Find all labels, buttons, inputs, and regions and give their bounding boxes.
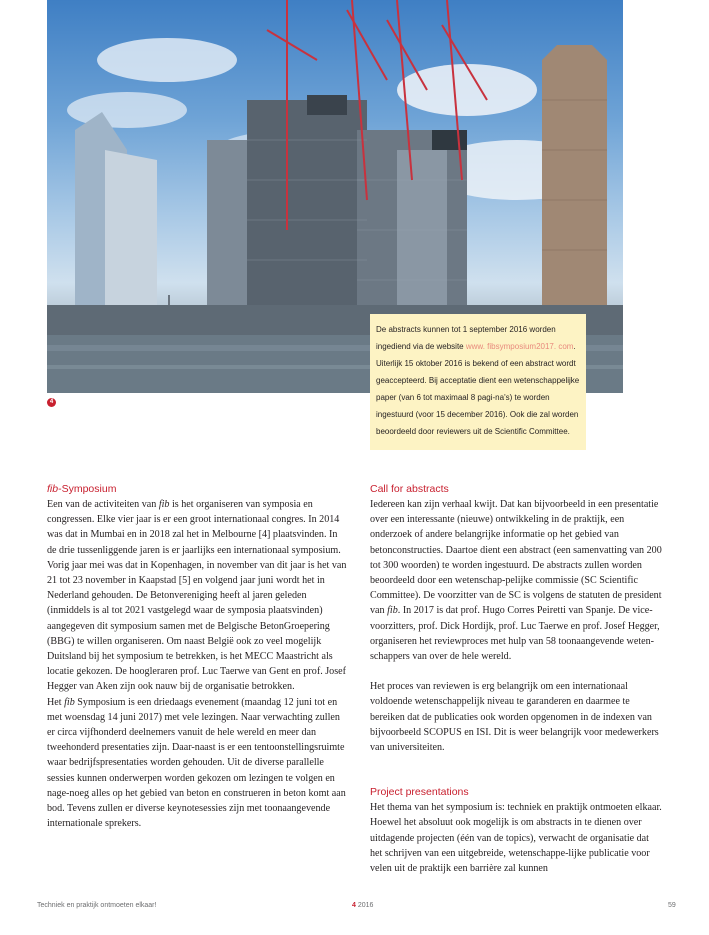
- right-paragraph-3: Het thema van het symposium is: techniek en praktijk ontmoeten elkaar. Hoewel het absoluut ook mogelijk is om abstracts in te dienen over uitdagende projecten (één van de topics), verwacht de organisatie dat het schrijven van een uitgebreide, wetenschappe-lijke publicatie voor velen uit de praktijk een barrière zal kunnen: [370, 802, 662, 875]
- callout-text-after: . Uiterlijk 15 oktober 2016 is bekend of een abstract wordt geaccepteerd. Bij acceptatie dient een wetenschappelijke paper (van 6 tot maximaal 8 pagi-na's) te worden ingestuurd (voor 15 december 2016). Ook die zal worden beoordeeld door reviewers uit de Scientific Committee.: [376, 342, 580, 436]
- left-column: [47, 482, 347, 831]
- right-paragraph-1: Iedereen kan zijn verhaal kwijt. Dat kan bijvoorbeeld in een presentatie over een interessante (nieuwe) ontwikkeling in de praktijk, een onderzoek of andere belangrijke informatie op het gebied van betonconstructies. Daartoe dient een abstract (een samenvatting van 200 tot 300 woorden) te worden ingestuurd. De abstracts zullen worden beoordeeld door een wetenschap-pelijke commissie (SC Scientific Committee). De voorzitter van de SC is volgens de statuten de president van fib. In 2017 is dat prof. Hugo Corres Peiretti van Spanje. De vice-voorzitters, prof. Dick Hordijk, prof. Luc Taerwe en prof. Josef Hegger, organiseren het reviewproces met hulp van 58 toonaangevende weten-schappers van over de hele wereld.: [370, 499, 662, 663]
- figure-number-badge: 4: [47, 398, 56, 407]
- fib-symposium-heading: fib-Symposium: [47, 483, 117, 495]
- right-paragraph-2: Het proces van reviewen is erg belangrijk om een internationaal voldoende wetenschappelijk niveau te garanderen en daarmee te bereiken dat de publicaties ook worden opgenomen in de indexen van bijvoorbeeld SCOPUS en ISI. Dit is weer belangrijk voor medewerkers van universiteiten.: [370, 681, 659, 754]
- call-for-abstracts-heading: Call for abstracts: [370, 483, 449, 495]
- left-paragraph-1: Een van de activiteiten van fib is het organiseren van symposia en congressen. Elke vier jaar is er een groot internationaal congres. In 2014 was dat in Mumbai en in 2018 zal het in Melbourne [4] plaatsvinden. In de drie tussenliggende jaren is er jaarlijks een internationaal symposium. Vorig jaar mei was dat in Kopenhagen, in november van dit jaar is het van 21 tot 23 november in Kaapstad [5] en volgend jaar juni wordt het in Nederland gehouden. De Betonvereniging heeft al jaren geleden (inmiddels is al tot 2021 vastgelegd waar de symposia plaatsvinden) aangegeven dit symposium samen met de Belgische BetonGroepering (BBG) te willen organiseren. Om naast België ook zo veel mogelijk Duitsland bij het symposium te betrekken, is het MECC Maastricht als locatie gekozen. De hoogleraren prof. Luc Taerwe van Gent en prof. Josef Hegger van Aken zijn ook nauw bij de organisatie betrokken.: [47, 499, 347, 693]
- right-column: [370, 482, 662, 876]
- project-presentations-heading: Project presentations: [370, 786, 469, 799]
- page-number: 59: [668, 902, 676, 909]
- abstracts-callout-box: [370, 314, 586, 450]
- footer-title: Techniek en praktijk ontmoeten elkaar!: [37, 902, 157, 909]
- footer-issue: 4 2016: [352, 902, 374, 909]
- callout-text-before: De abstracts kunnen tot 1 september 2016 worden ingediend via de website: [376, 325, 556, 351]
- website-link[interactable]: www. fibsymposium2017. com: [465, 342, 574, 351]
- left-paragraph-2: Het fib Symposium is een driedaags evenement (maandag 12 juni tot en met woensdag 14 juni 2017) met vele lezingen. Naar verwachting zullen er circa vijfhonderd deelnemers vanuit de hele wereld en meer dan tweehonderd presentaties zijn. Daar-naast is er een tentoonstellingsruimte waar bedrijfspresentaties worden gehouden. Uit de diverse parallelle sessies kunnen onderwerpen worden gekozen om lezingen te volgen en nage-noeg alles op het gebied van beton en construeren in beton komt aan bod. Tevens zullen er diverse keynotesessies zijn met toonaangevende internationale sprekers.: [47, 696, 346, 830]
